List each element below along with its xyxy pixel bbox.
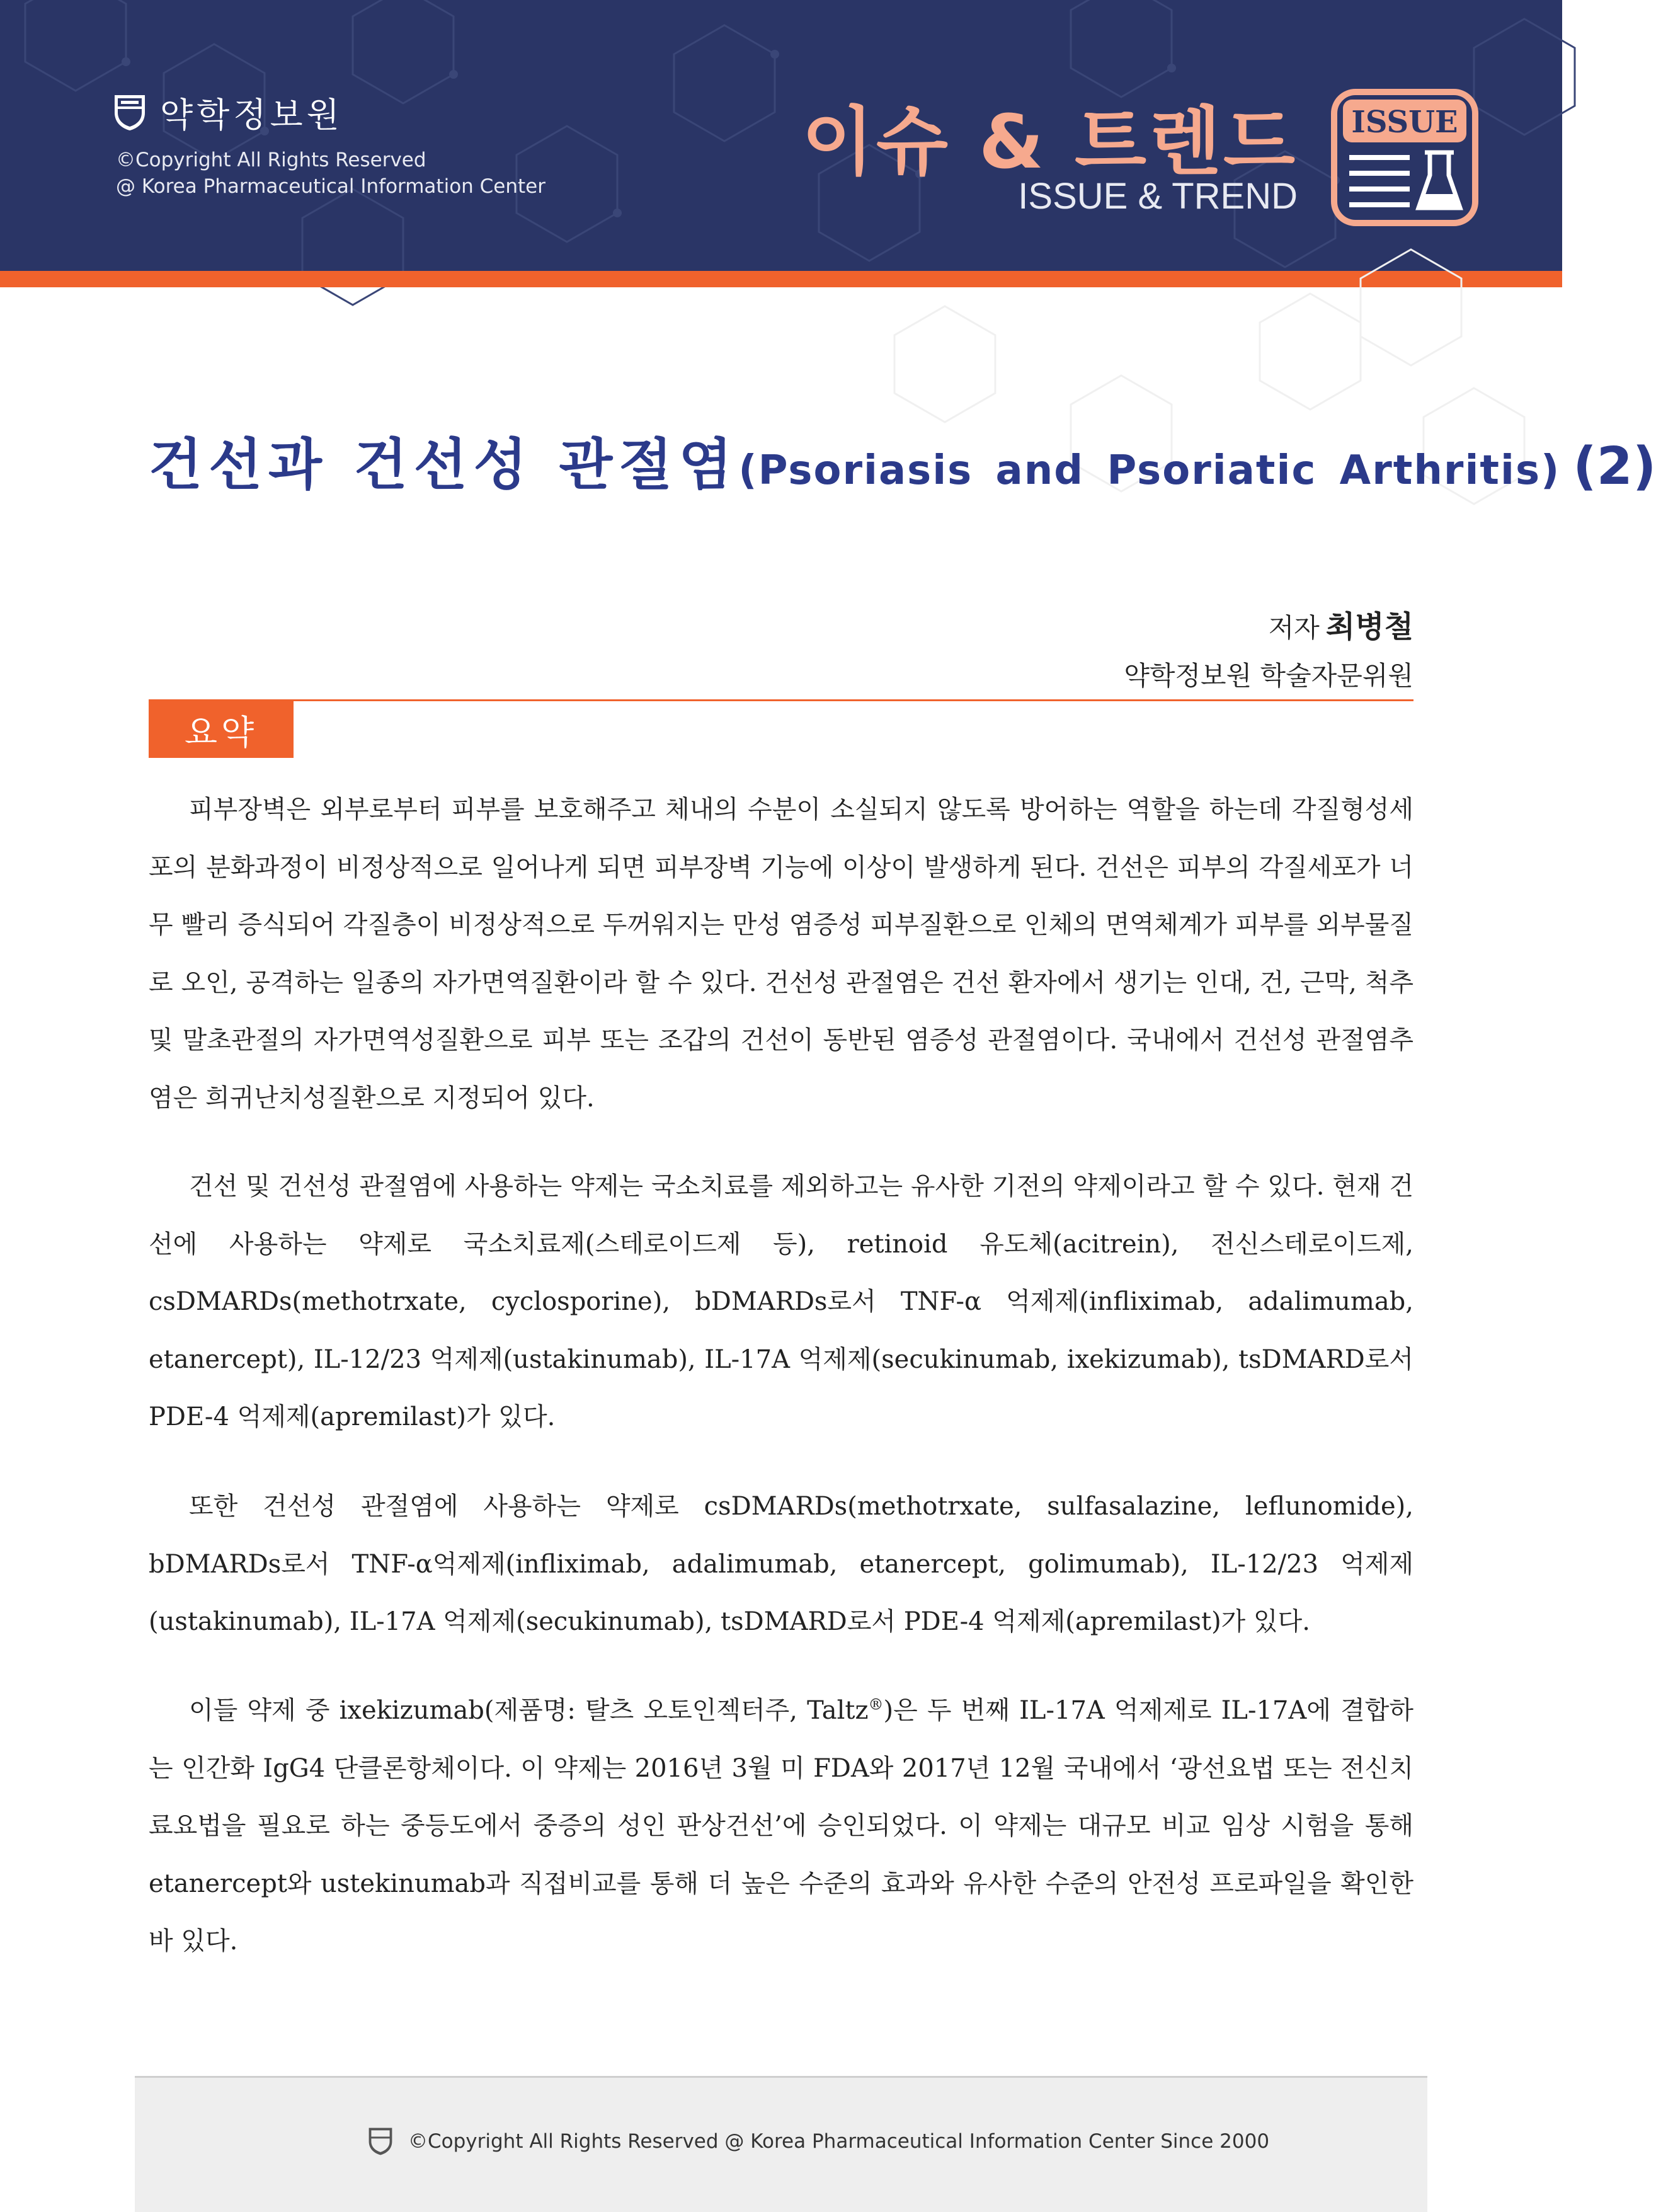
paragraph-4-text bbox=[149, 1682, 1413, 1971]
author-affiliation: 약학정보원 학술자문위원 bbox=[1124, 660, 1413, 691]
author-line bbox=[1269, 602, 1413, 646]
registered-mark: ® bbox=[868, 1695, 884, 1714]
org-name: 약학정보원 bbox=[160, 95, 343, 135]
summary-label: 요약 bbox=[149, 701, 294, 758]
author-label: 저자 bbox=[1268, 612, 1320, 643]
title-part-number: (2) bbox=[1573, 437, 1656, 496]
paragraph-3-text: 또한 건선성 관절염에 사용하는 약제로 csDMARDs(methotrxate, sulfasalazine, leflunomide), bDMARDs로서 TNF-α억제제(infliximab, adalimumab, etanercept, golimumab), IL-12/23 억제제(ustakinumab), IL-17A 억제제(secukinumab), tsDMARD로서 PDE-4 억제제(apremilast)가 있다. bbox=[149, 1492, 1413, 1636]
document-title bbox=[149, 421, 1656, 500]
header-copyright: ©Copyright All Rights Reserved bbox=[116, 149, 426, 171]
issue-badge-label: ISSUE bbox=[1351, 105, 1458, 140]
paragraph-2 bbox=[149, 1158, 1413, 1447]
shield-logo-icon bbox=[113, 94, 146, 132]
paragraph-4-part-2: )은 두 번째 IL-17A 억제제로 IL-17A에 결합하는 인간화 IgG4 단클론항체이다. 이 약제는 2016년 3월 미 FDA와 2017년 12월 국내에서 ‘광선요법 또는 전신치료요법을 필요로 하는 중등도에서 중증의 성인 판상건선’에 승인되었다. 이 약제는 대규모 비교 임상 시험을 통해 etanercept와 ustekinumab과 직접비교를 통해 더 높은 수준의 효과와 유사한 수준의 안전성 프로파일을 확인한 바 있다. bbox=[149, 1696, 1413, 1956]
author-name: 최병철 bbox=[1325, 609, 1413, 645]
header-accent-bar bbox=[0, 271, 1562, 287]
summary-divider bbox=[149, 699, 1413, 701]
paragraph-1-text: 피부장벽은 외부로부터 피부를 보호해주고 체내의 수분이 소실되지 않도록 방어하는 역할을 하는데 각질형성세포의 분화과정이 비정상적으로 일어나게 되면 피부장벽 기능에 이상이 발생하게 된다. 건선은 피부의 각질세포가 너무 빨리 증식되어 각질층이 비정상적으로 두꺼워지는 만성 염증성 피부질환으로 인체의 면역체계가 피부를 외부물질로 오인, 공격하는 일종의 자가면역질환이라 할 수 있다. 건선성 관절염은 건선 환자에서 생기는 인대, 건, 근막, 척추 및 말초관절의 자가면역성질환으로 피부 또는 조갑의 건선이 동반된 염증성 관절염이다. 국내에서 건선성 관절염추염은 희귀난치성질환으로 지정되어 있다. bbox=[149, 795, 1413, 1113]
paragraph-1 bbox=[149, 781, 1413, 1127]
paragraph-3 bbox=[149, 1478, 1413, 1651]
page-footer bbox=[135, 2076, 1427, 2212]
paragraph-2-text: 건선 및 건선성 관절염에 사용하는 약제는 국소치료를 제외하고는 유사한 기전의 약제이라고 할 수 있다. 현재 건선에 사용하는 약제로 국소치료제(스테로이드제 등), retinoid 유도체(acitrein), 전신스테로이드제, csDMARDs(methotrxate, cyclosporine), bDMARDs로서 TNF-α 억제제(infliximab, adalimumab, etanercept), IL-12/23 억제제(ustakinumab), IL-17A 억제제(secukinumab, ixekizumab), tsDMARD로서 PDE-4 억제제(apremilast)가 있다. bbox=[149, 1172, 1413, 1431]
paragraph-4-part-1: 이들 약제 중 ixekizumab(제품명: 탈츠 오토인젝터주, Taltz bbox=[189, 1696, 869, 1725]
paragraph-4 bbox=[149, 1682, 1413, 1971]
title-korean: 건선과 건선성 관절염 bbox=[149, 432, 739, 497]
header-banner bbox=[0, 0, 1562, 271]
shield-logo-icon bbox=[368, 2127, 393, 2156]
header-org-english: @ Korea Pharmaceutical Information Center bbox=[116, 175, 545, 198]
org-logo bbox=[113, 88, 343, 137]
issue-badge-icon bbox=[1330, 88, 1479, 227]
section-subtitle: ISSUE & TREND bbox=[1018, 176, 1298, 217]
footer-copyright: ©Copyright All Rights Reserved @ Korea Pharmaceutical Information Center Since 2000 bbox=[408, 2130, 1270, 2153]
section-title: 이슈 & 트렌드 bbox=[801, 98, 1298, 185]
title-english: (Psoriasis and Psoriatic Arthritis) bbox=[738, 447, 1561, 494]
